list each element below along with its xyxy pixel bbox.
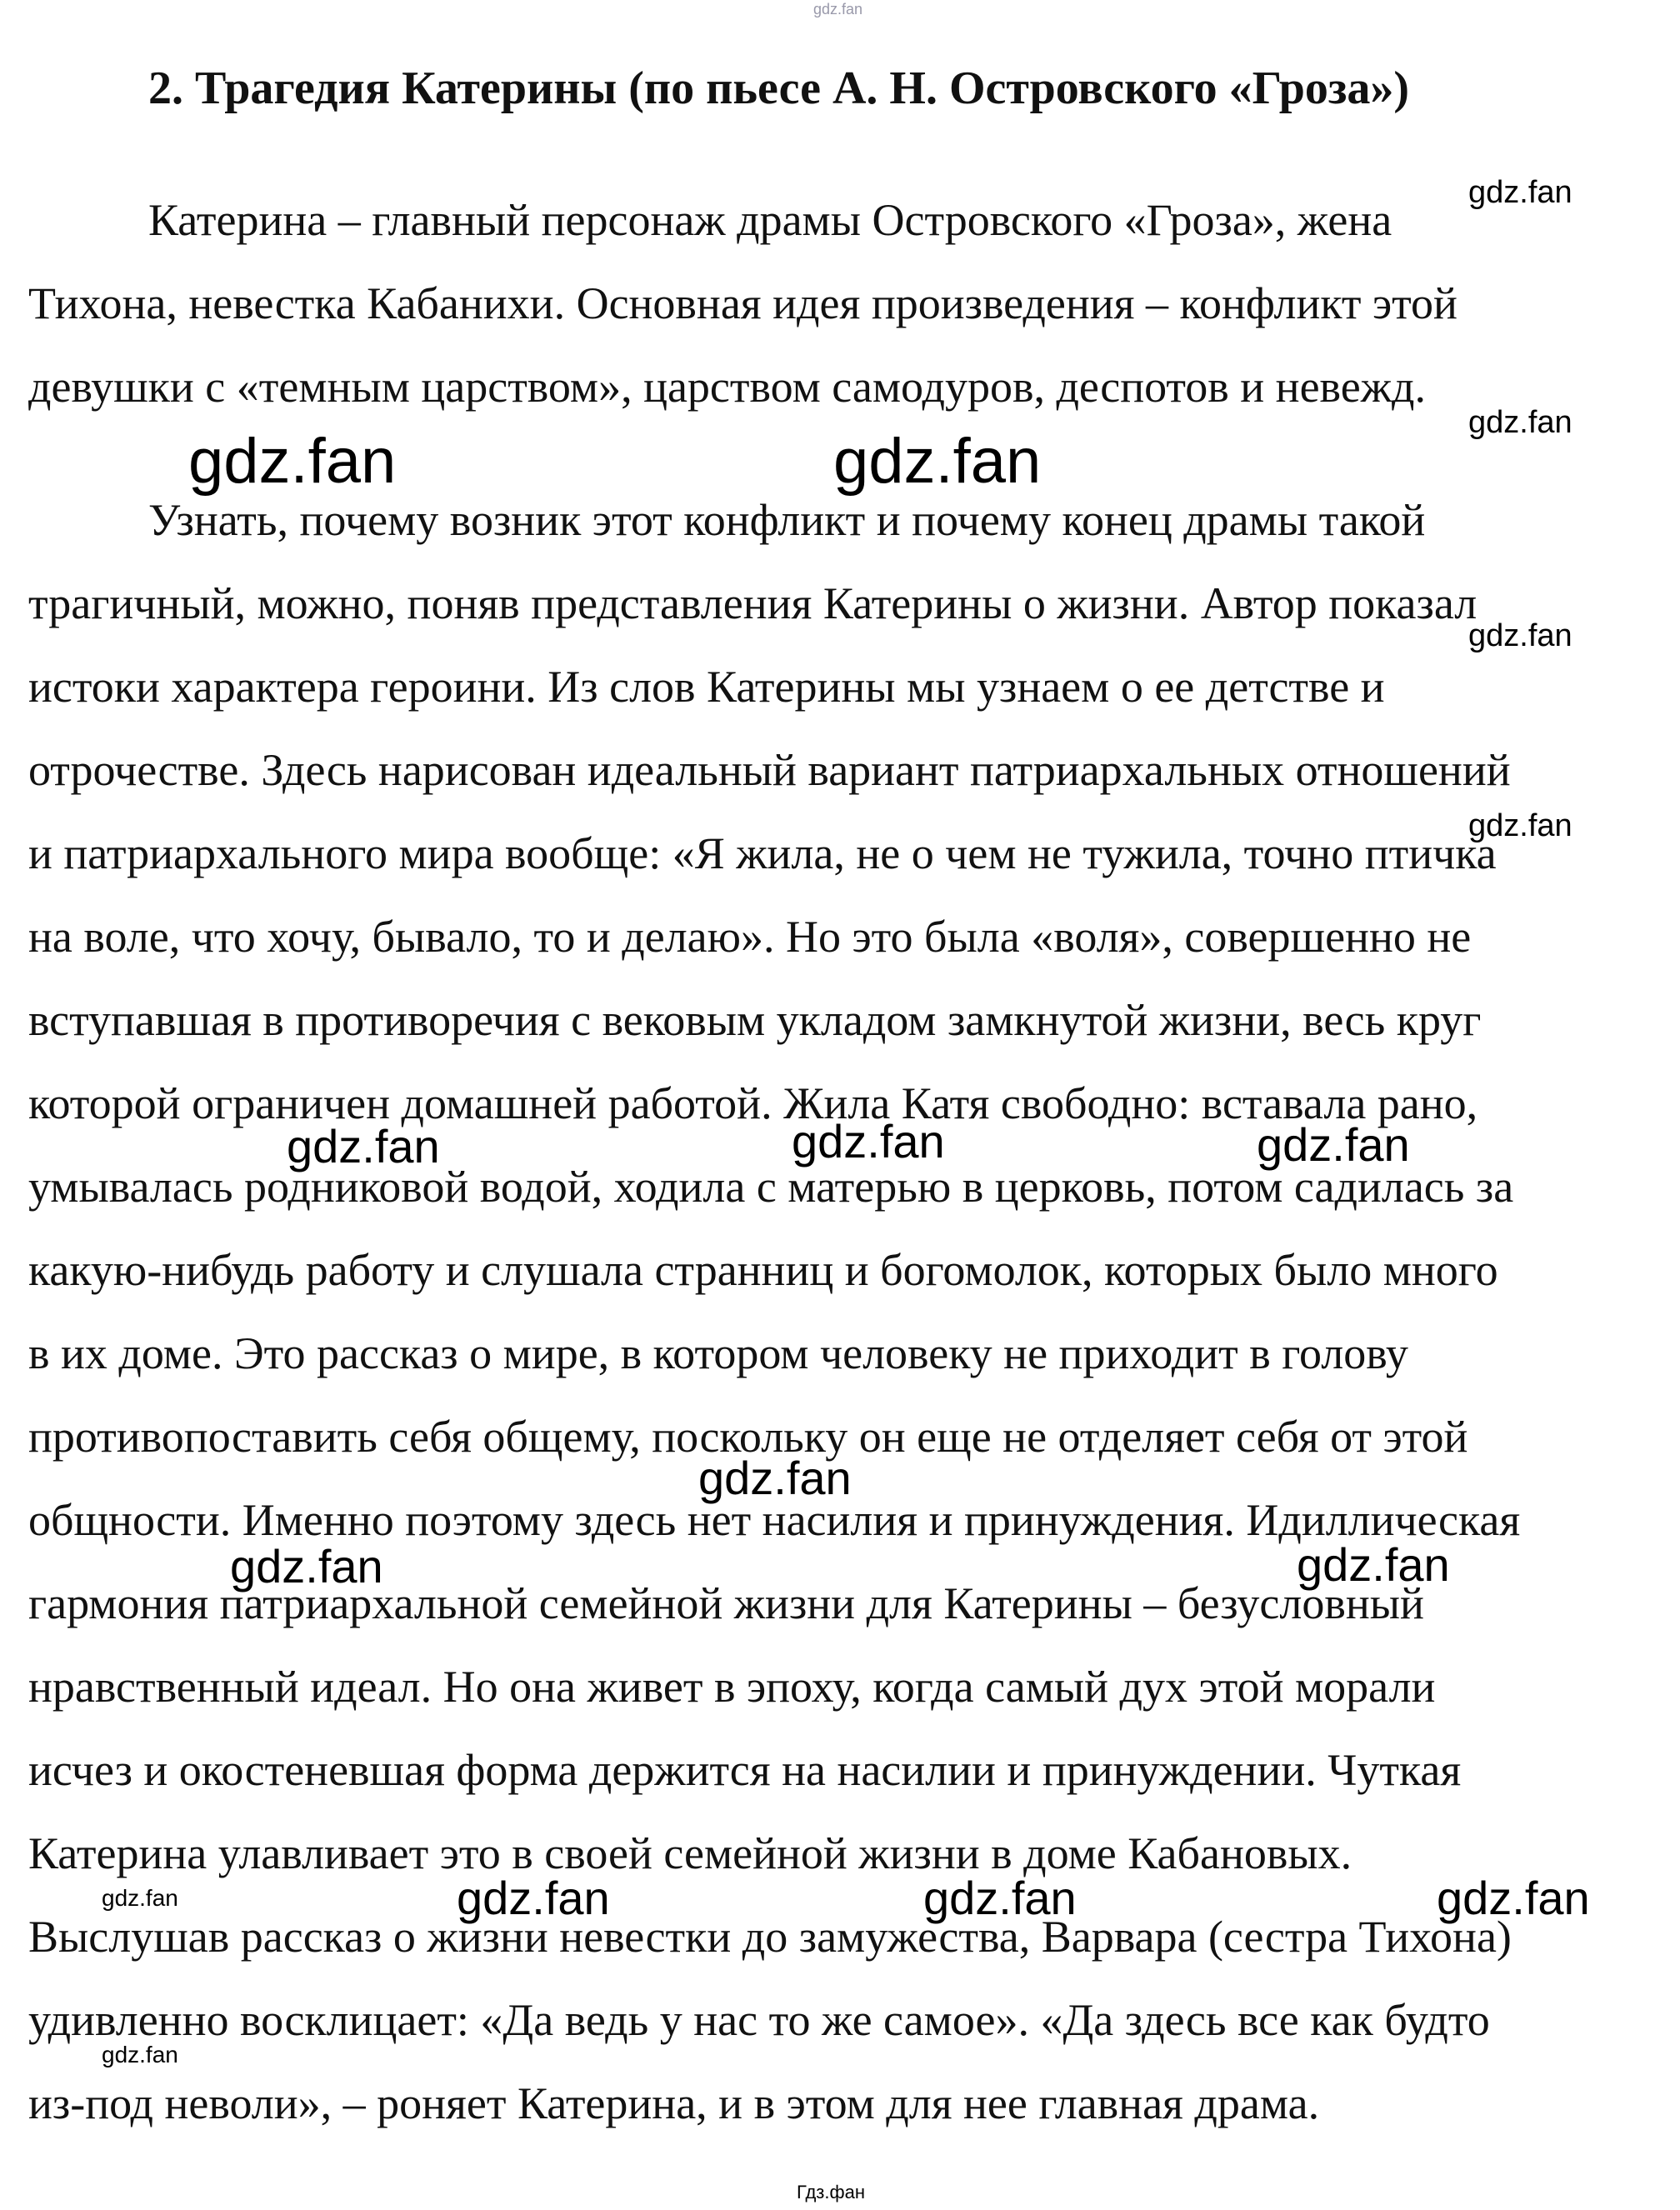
text-line: Узнать, почему возник этот конфликт и почему конец драмы такой: [148, 495, 1426, 545]
text-line: и патриархального мира вообще: «Я жила, не о чем не тужила, точно птичка: [28, 828, 1497, 878]
text-line: девушки с «темным царством», царством самодуров, деспотов и невежд.: [28, 362, 1426, 412]
text-line: Катерина – главный персонаж драмы Островского «Гроза», жена: [148, 195, 1392, 245]
text-line: Катерина улавливает это в своей семейной жизни в доме Кабановых.: [28, 1828, 1352, 1878]
text-line: гармония патриархальной семейной жизни для Катерины – безусловный: [28, 1578, 1424, 1628]
text-line: из-под неволи», – роняет Катерина, и в этом для нее главная драма.: [28, 2078, 1320, 2128]
watermark: gdz.fan: [1297, 1538, 1450, 1591]
watermark: gdz.fan: [102, 2042, 178, 2068]
watermark: gdz.fan: [833, 426, 1042, 497]
watermark: gdz.fan: [1468, 405, 1572, 440]
text-line: исчез и окостеневшая форма держится на насилии и принуждении. Чуткая: [28, 1745, 1462, 1795]
watermark-footer: Гдз.фан: [797, 2182, 865, 2202]
text-line: отрочестве. Здесь нарисован идеальный вариант патриархальных отношений: [28, 745, 1511, 795]
watermark: gdz.fan: [698, 1452, 852, 1504]
watermark: gdz.fan: [287, 1120, 440, 1172]
watermark: gdz.fan: [1468, 618, 1572, 653]
text-line: Выслушав рассказ о жизни невестки до замужества, Варвара (сестра Тихона): [28, 1912, 1512, 1962]
text-line: Тихона, невестка Кабанихи. Основная идея произведения – конфликт этой: [28, 278, 1458, 328]
text-line: умывалась родниковой водой, ходила с матерью в церковь, потом садилась за: [28, 1162, 1514, 1212]
watermark: gdz.fan: [457, 1872, 610, 1924]
watermark: gdz.fan: [1468, 175, 1572, 210]
text-line: которой ограничен домашней работой. Жила Катя свободно: вставала рано,: [28, 1078, 1478, 1128]
watermark: gdz.fan: [1257, 1118, 1410, 1171]
text-line: на воле, что хочу, бывало, то и делаю». Но это была «воля», совершенно не: [28, 912, 1472, 962]
text-line: в их доме. Это рассказ о мире, в котором человеку не приходит в голову: [28, 1328, 1408, 1378]
text-line: какую-нибудь работу и слушала странниц и богомолок, которых было много: [28, 1245, 1498, 1295]
watermark: gdz.fan: [1437, 1872, 1590, 1924]
watermark: gdz.fan: [230, 1540, 383, 1592]
watermark: gdz.fan: [102, 1885, 178, 1911]
watermark: gdz.fan: [923, 1872, 1077, 1924]
text-line: нравственный идеал. Но она живет в эпоху, когда самый дух этой морали: [28, 1662, 1436, 1712]
watermark-top: gdz.fan: [813, 1, 863, 18]
watermark: gdz.fan: [188, 426, 397, 497]
text-line: общности. Именно поэтому здесь нет насилия и принуждения. Идиллическая: [28, 1495, 1521, 1545]
text-line: удивленно восклицает: «Да ведь у нас то же самое». «Да здесь все как будто: [28, 1995, 1490, 2045]
document-title: 2. Трагедия Катерины (по пьесе А. Н. Островского «Гроза»): [148, 62, 1410, 114]
text-line: трагичный, можно, поняв представления Катерины о жизни. Автор показал: [28, 578, 1478, 628]
watermark: gdz.fan: [1468, 808, 1572, 843]
text-line: истоки характера героини. Из слов Катерины мы узнаем о ее детстве и: [28, 662, 1385, 712]
text-line: вступавшая в противоречия с вековым укладом замкнутой жизни, весь круг: [28, 995, 1482, 1045]
text-line: противопоставить себя общему, поскольку он еще не отделяет себя от этой: [28, 1412, 1468, 1462]
watermark: gdz.fan: [792, 1115, 945, 1168]
